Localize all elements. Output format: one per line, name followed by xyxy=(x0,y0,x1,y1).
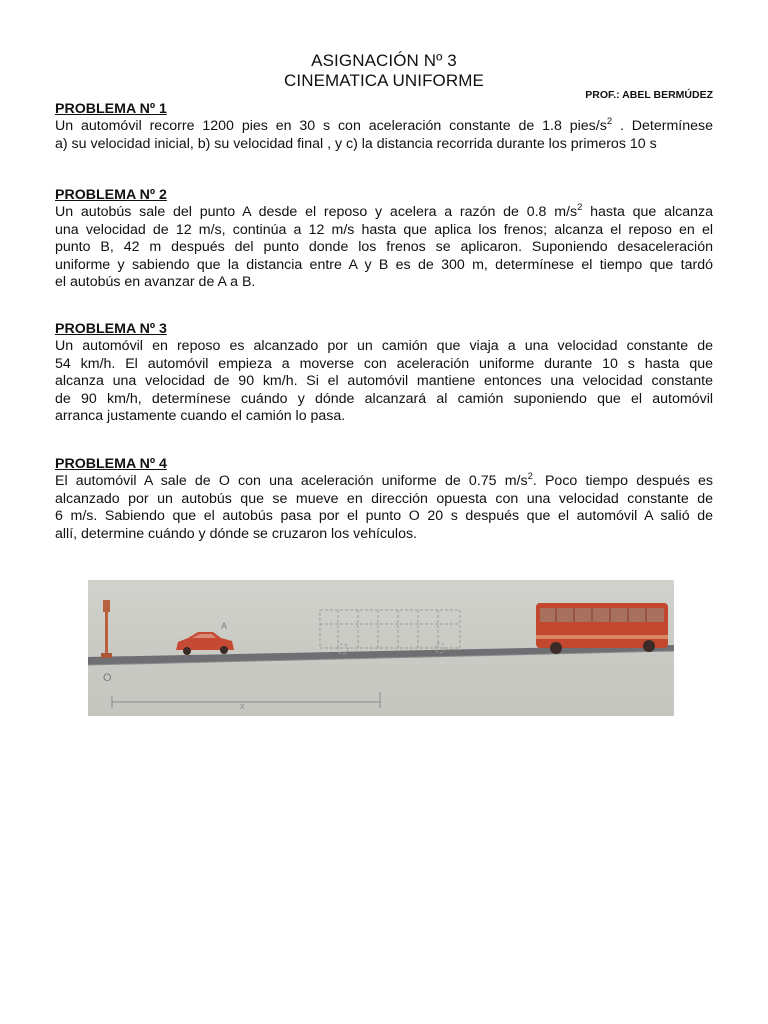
problem-text-line: alcanzado por un autobús que se mueve en dirección opuesta con una velocidad constante de xyxy=(55,490,713,507)
problem-title: PROBLEMA Nº 3 xyxy=(55,321,167,337)
bus-outline-icon xyxy=(320,610,460,654)
problem-text-line: alcanza una velocidad de 90 km/h. Si el automóvil mantiene entonces una velocidad constante xyxy=(55,373,713,389)
problem-text-line: Un autobús sale del punto A desde el reposo y acelera a razón de 0.8 $m/s^2$ hasta que alcanza xyxy=(55,202,713,220)
problem-text-line: Un automóvil en reposo es alcanzado por un camión que viaja a una velocidad constante de xyxy=(55,338,713,354)
traffic-signal-icon xyxy=(101,600,112,658)
problem-2 xyxy=(55,187,713,292)
problem-1 xyxy=(55,101,713,153)
distance-label: x xyxy=(240,701,245,711)
problem-text-line: punto B, 42 m después del punto donde los frenos se aplicaron. Suponiendo desaceleración xyxy=(55,239,713,255)
car-label: A xyxy=(221,621,228,631)
problem-text-line: a) su velocidad inicial, b) su velocidad final , y c) la distancia recorrida durante los primeros 10 s xyxy=(55,135,657,152)
problem-title: PROBLEMA Nº 2 xyxy=(55,187,167,203)
distance-dimension xyxy=(112,692,380,708)
problem-text-line: El automóvil A sale de O con una aceleración uniforme de 0.75 $m/s^2$. Poco tiempo después es xyxy=(55,471,713,489)
problem-text-line: arranca justamente cuando el camión lo pasa. xyxy=(55,408,346,424)
problem-text-line: allí, determine cuándo y dónde se cruzaron los vehículos. xyxy=(55,525,417,542)
problem-title: PROBLEMA Nº 4 xyxy=(55,456,167,472)
origin-label: O xyxy=(103,672,112,684)
professor-name: PROF.: ABEL BERMÚDEZ xyxy=(585,89,713,101)
problem-4 xyxy=(55,456,713,543)
problem-3 xyxy=(55,321,713,426)
assignment-title: ASIGNACIÓN Nº 3 xyxy=(311,51,457,70)
problem-text-line: el autobús en avanzar de A a B. xyxy=(55,274,256,290)
bus-icon xyxy=(536,603,668,654)
car-icon xyxy=(176,632,234,655)
problem-text-line: 6 m/s. Sabiendo que el autobús pasa por el punto O 20 s después que el automóvil A salió de xyxy=(55,508,713,524)
problem-text-line: una velocidad de 12 m/s, continúa a 12 m/s hasta que aplica los frenos; alcanza el reposo en el xyxy=(55,221,713,238)
problem-text-line: 54 km/h. El automóvil empieza a moverse con aceleración uniforme durante 10 s hasta que xyxy=(55,355,713,372)
problem-text-line: uniforme y sabiendo que la distancia entre A y B es de 300 m, determínese el tiempo que tardó xyxy=(55,256,713,273)
problem-text-line: Un automóvil recorre 1200 pies en 30 s con aceleración constante de 1.8 pies/$s^2$ . Determínese xyxy=(55,116,713,134)
problem-title: PROBLEMA Nº 1 xyxy=(55,101,167,117)
assignment-subtitle: CINEMATICA UNIFORME xyxy=(284,71,484,90)
problem-4-figure xyxy=(88,580,674,716)
problem-text-line: de 90 km/h, determínese cuándo y dónde alcanzará al camión suponiendo que el automóvil xyxy=(55,390,713,407)
road-scene-illustration xyxy=(88,580,674,716)
